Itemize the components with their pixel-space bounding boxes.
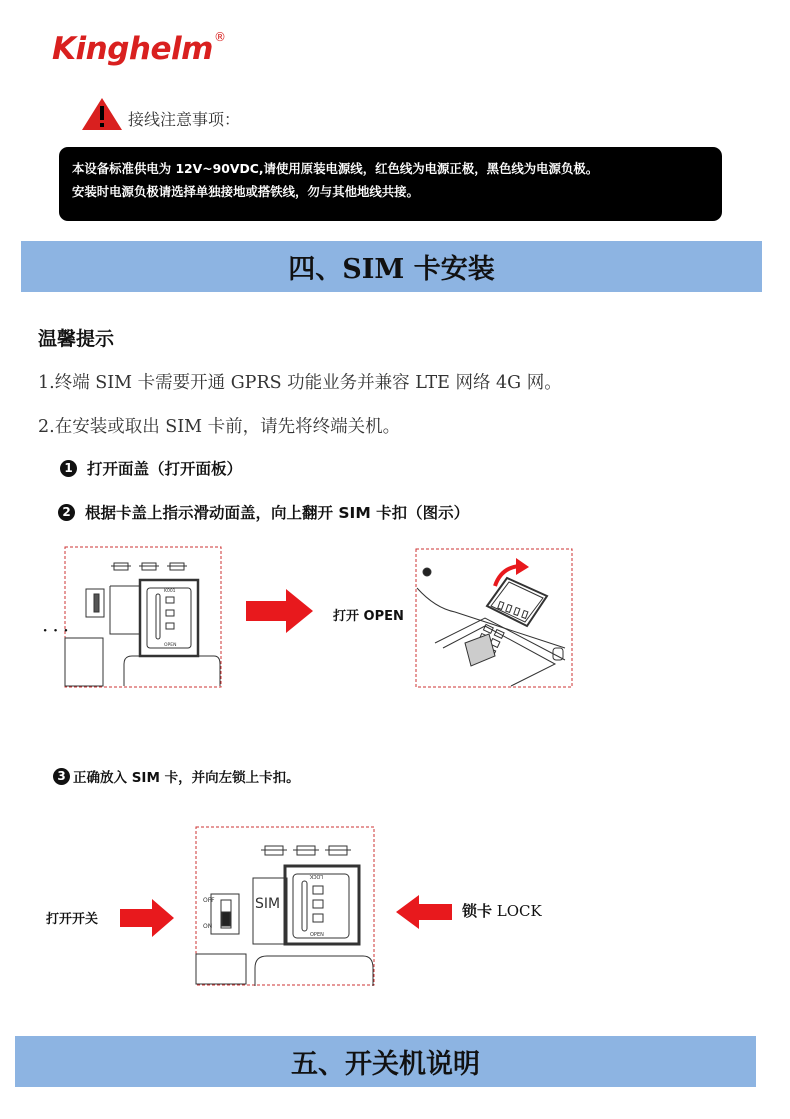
- tip-item: 1.终端 SIM 卡需要开通 GPRS 功能业务并兼容 LTE 网络 4G 网。: [38, 373, 562, 393]
- sim-insert-figure: [195, 826, 375, 986]
- power-notice-box: [59, 147, 722, 221]
- step-2: [58, 501, 469, 523]
- right-arrow-icon: [120, 898, 175, 938]
- registered-mark: ®: [213, 30, 226, 44]
- pcb-open-label: OPEN: [310, 932, 324, 938]
- step-text: 根据卡盖上指示滑动面盖，向上翻开 SIM 卡扣（图示）: [85, 504, 470, 522]
- section-4-banner: [21, 241, 762, 292]
- pcb-sim-label: SIM: [255, 896, 281, 912]
- section-5-banner: [15, 1036, 756, 1087]
- left-arrow-icon: [395, 894, 453, 930]
- warning-triangle-icon: [80, 96, 124, 132]
- notice-line-2: 安装时电源负极请选择单独接地或搭铁线，勿与其他地线共接。: [72, 184, 419, 199]
- lock-label: 锁卡 LOCK: [462, 902, 542, 920]
- pcb-off-label: OFF: [203, 897, 215, 904]
- warning-title: 接线注意事项：: [128, 109, 241, 129]
- ellipsis-mark: ···: [42, 618, 74, 642]
- step-text: 打开面盖（打开面板）: [87, 460, 243, 478]
- section-4-title: 四、SIM 卡安装: [288, 254, 495, 285]
- step-3: [53, 766, 300, 786]
- pcb-open-label: OPEN: [164, 643, 177, 648]
- open-label: 打开 OPEN: [333, 609, 404, 624]
- tips-heading: 温馨提示: [38, 328, 115, 350]
- step-text: 正确放入 SIM 卡，并向左锁上卡扣。: [73, 770, 300, 786]
- step-1: [60, 457, 242, 479]
- pcb-closed-figure: [64, 546, 222, 688]
- step-number-badge: 3: [53, 768, 70, 785]
- sim-holder-open-figure: [415, 548, 573, 688]
- tip-item: 2.在安装或取出 SIM 卡前，请先将终端关机。: [38, 417, 401, 437]
- notice-line-1: 本设备标准供电为 12V~90VDC,请使用原装电源线，红色线为电源正极，黑色线为电源负极。: [72, 161, 599, 176]
- open-switch-label: 打开开关: [46, 912, 99, 927]
- pcb-lock-label: LOCK: [309, 873, 323, 879]
- wiring-warning-header: [80, 96, 240, 132]
- pcb-on-label: ON: [203, 923, 213, 930]
- right-arrow-icon: [246, 588, 314, 634]
- section-5-title: 五、开关机说明: [291, 1049, 480, 1080]
- pcb-lock-label: K001: [164, 589, 176, 594]
- step-number-badge: 2: [58, 504, 75, 521]
- brand-logo: Kinghelm®: [52, 30, 226, 67]
- step-number-badge: 1: [60, 460, 77, 477]
